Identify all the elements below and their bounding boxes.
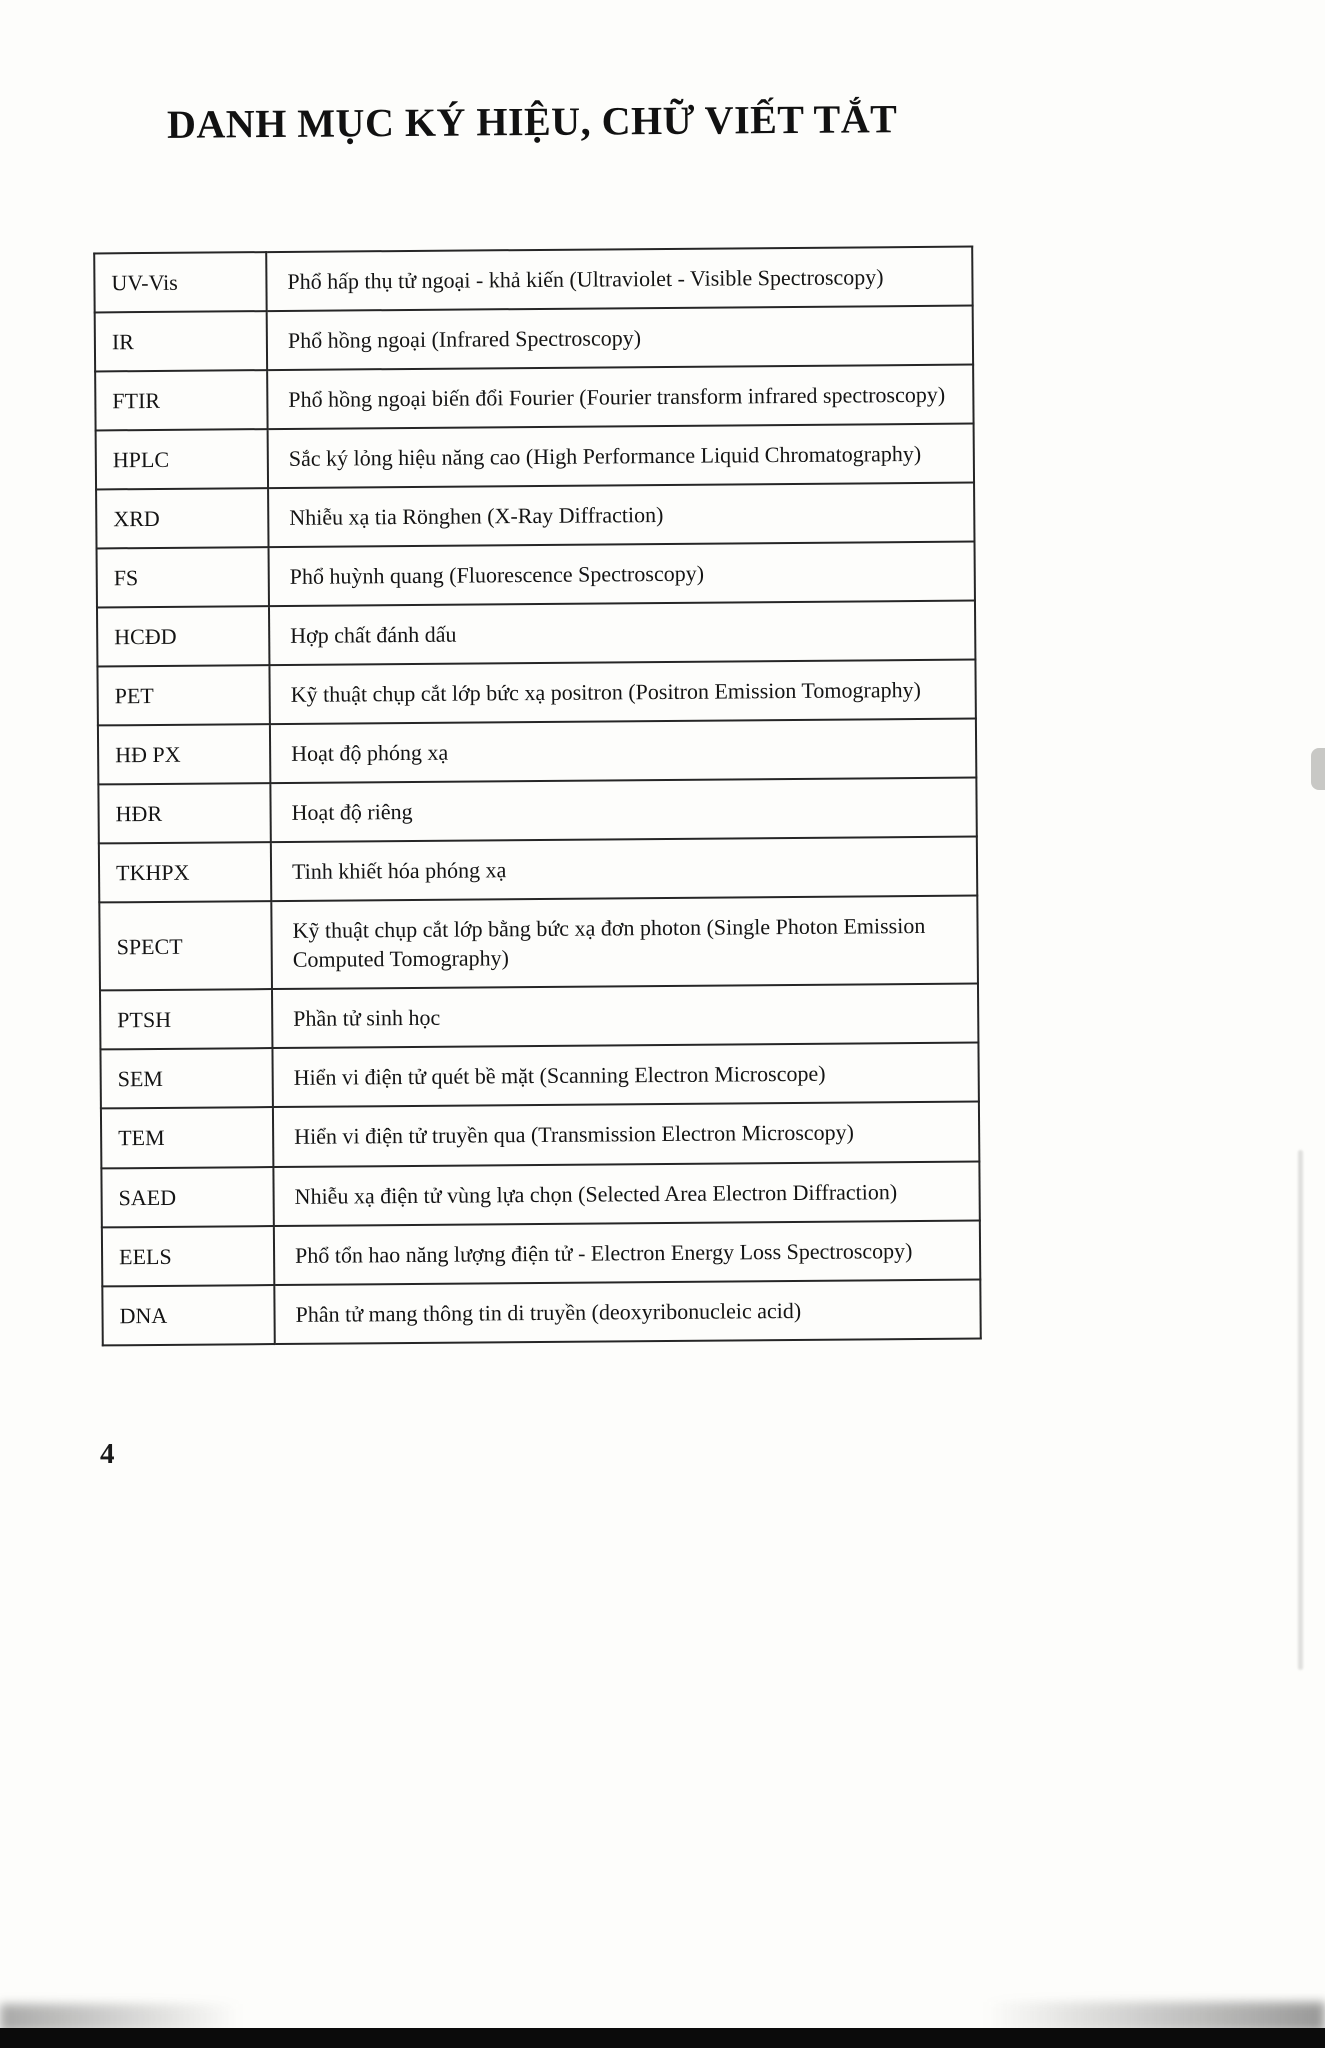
abbr-cell: TKHPX — [99, 842, 271, 902]
abbr-cell: PET — [97, 665, 269, 725]
meaning-cell: Phân tử mang thông tin di truyền (deoxyribonucleic acid) — [274, 1279, 980, 1344]
abbr-cell: SPECT — [99, 901, 272, 990]
abbr-cell: XRD — [96, 488, 268, 548]
table-row — [97, 660, 975, 726]
table-row — [99, 896, 978, 991]
abbreviation-table — [93, 246, 982, 1346]
table-row — [95, 306, 973, 372]
table-row — [102, 1220, 980, 1286]
meaning-cell: Hợp chất đánh dấu — [269, 601, 975, 666]
table-row — [100, 1043, 978, 1109]
meaning-cell: Phổ hồng ngoại biến đổi Fourier (Fourier transform infrared spectroscopy) — [267, 365, 973, 430]
abbr-cell: SAED — [101, 1167, 273, 1227]
table-row — [94, 247, 972, 313]
abbr-cell: HĐ PX — [98, 724, 270, 784]
table-row — [99, 837, 977, 903]
meaning-cell: Sắc ký lỏng hiệu năng cao (High Performance Liquid Chromatography) — [268, 424, 974, 489]
meaning-cell: Nhiễu xạ tia Rönghen (X-Ray Diffraction) — [268, 483, 974, 548]
meaning-cell: Hoạt độ phóng xạ — [270, 719, 976, 784]
abbr-cell: FS — [97, 547, 269, 607]
meaning-cell: Kỹ thuật chụp cắt lớp bức xạ positron (Positron Emission Tomography) — [269, 660, 975, 725]
abbr-cell: PTSH — [100, 989, 272, 1049]
abbr-cell: HĐR — [98, 783, 270, 843]
meaning-cell: Hiển vi điện tử quét bề mặt (Scanning Electron Microscope) — [272, 1043, 978, 1108]
abbr-cell: HPLC — [96, 429, 268, 489]
table-row — [96, 483, 974, 549]
meaning-cell: Nhiễu xạ điện tử vùng lựa chọn (Selected Area Electron Diffraction) — [273, 1161, 979, 1226]
page-title: DANH MỤC KÝ HIỆU, CHỮ VIẾT TẮT — [166, 96, 898, 147]
scan-edge-mark — [1311, 748, 1325, 790]
abbr-cell: TEM — [101, 1108, 273, 1168]
meaning-cell: Hoạt độ riêng — [270, 778, 976, 843]
table-row — [98, 778, 976, 844]
meaning-cell: Phổ tổn hao năng lượng điện tử - Electron Energy Loss Spectroscopy) — [274, 1220, 980, 1285]
page-content — [92, 95, 982, 1346]
abbr-cell: UV-Vis — [94, 252, 266, 312]
abbr-cell: DNA — [102, 1285, 274, 1345]
abbr-cell: EELS — [102, 1226, 274, 1286]
page-number: 4 — [100, 1438, 115, 1470]
meaning-cell: Phần tử sinh học — [272, 984, 978, 1049]
abbr-cell: HCĐD — [97, 606, 269, 666]
table-row — [101, 1161, 979, 1227]
table-row — [97, 542, 975, 608]
meaning-cell: Tinh khiết hóa phóng xạ — [271, 837, 977, 902]
abbr-cell: IR — [95, 311, 267, 371]
abbr-cell: SEM — [100, 1049, 272, 1109]
scan-bottom-bar — [0, 2028, 1325, 2048]
meaning-cell: Phổ hấp thụ tử ngoại - khả kiến (Ultraviolet - Visible Spectroscopy) — [266, 247, 972, 312]
meaning-cell: Kỹ thuật chụp cắt lớp bằng bức xạ đơn photon (Single Photon Emission Computed Tomography) — [271, 896, 978, 990]
table-row — [100, 984, 978, 1050]
meaning-cell: Phổ huỳnh quang (Fluorescence Spectroscopy) — [269, 542, 975, 607]
table-row — [95, 365, 973, 431]
meaning-cell: Phổ hồng ngoại (Infrared Spectroscopy) — [267, 306, 973, 371]
table-row — [98, 719, 976, 785]
table-row — [97, 601, 975, 667]
table-row — [96, 424, 974, 490]
abbr-cell: FTIR — [95, 370, 267, 430]
scan-edge-streak — [1298, 1150, 1303, 1670]
meaning-cell: Hiển vi điện tử truyền qua (Transmission Electron Microscopy) — [273, 1102, 979, 1167]
abbreviation-table-body — [94, 247, 981, 1345]
table-row — [101, 1102, 979, 1168]
table-row — [102, 1279, 980, 1345]
